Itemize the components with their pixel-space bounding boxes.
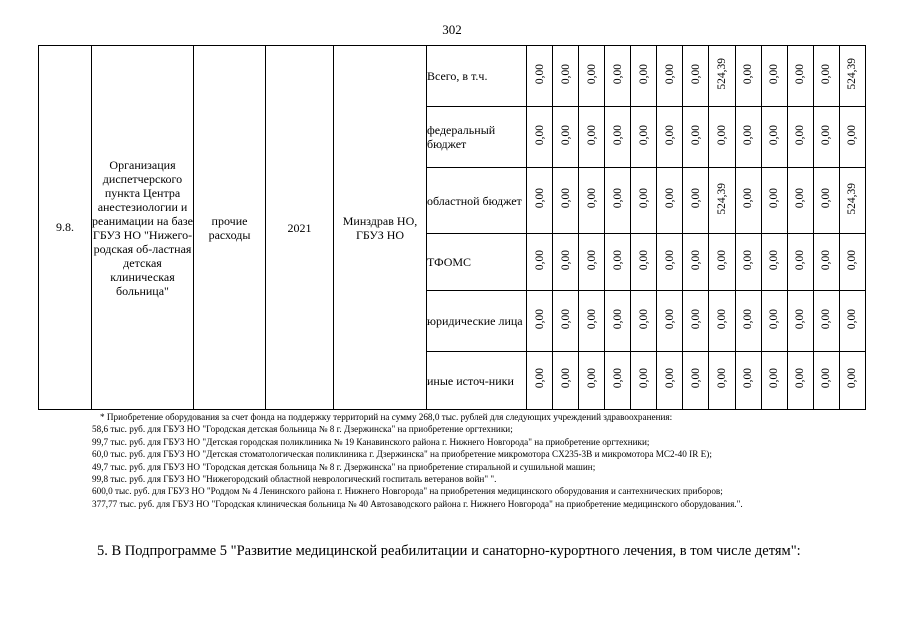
- value-cell: [813, 352, 839, 410]
- value-cell: [657, 107, 683, 168]
- value-cell: [527, 234, 553, 291]
- value-cell: [553, 168, 579, 234]
- value-text: 0,00: [742, 368, 755, 389]
- value-text: 0,00: [637, 368, 650, 389]
- value-cell: [813, 168, 839, 234]
- value-cell: [709, 234, 735, 291]
- value-cell: [683, 107, 709, 168]
- footnote-line: 60,0 тыс. руб. для ГБУЗ НО "Детская стоматологическая поликлиника г. Дзержинска" на приобретение микромотора CX235-3В и микромотора MC2-40 IR E);: [92, 449, 712, 460]
- value-text: 0,00: [794, 188, 807, 209]
- value-text: 0,00: [585, 63, 598, 85]
- value-text: 0,00: [637, 188, 650, 209]
- value-text: 0,00: [742, 249, 755, 271]
- value-cell: [735, 107, 761, 168]
- value-text: 0,00: [585, 188, 598, 209]
- funding-source: иные источ-ники: [427, 352, 527, 410]
- value-text: 0,00: [820, 249, 833, 271]
- value-cell: [631, 291, 657, 352]
- value-text: 0,00: [611, 188, 624, 209]
- footnote-line: 377,77 тыс. руб. для ГБУЗ НО "Городская клиническая больница № 40 Автозаводского района г. Нижнего Новгорода" на приобретение медицинского оборудования.".: [92, 498, 743, 509]
- value-cell: [631, 352, 657, 410]
- value-cell: [579, 107, 605, 168]
- value-text: 0,00: [715, 308, 728, 330]
- value-cell: [735, 352, 761, 410]
- value-text: 0,00: [768, 249, 781, 271]
- value-cell: [605, 352, 631, 410]
- funding-source: областной бюджет: [427, 168, 527, 234]
- value-cell: [787, 46, 813, 107]
- value-cell: [553, 107, 579, 168]
- value-cell: [527, 107, 553, 168]
- value-cell: [761, 352, 787, 410]
- value-text: 0,00: [689, 308, 702, 330]
- value-cell: [761, 46, 787, 107]
- value-cell: [839, 352, 865, 410]
- value-text: 0,00: [794, 249, 807, 271]
- responsible-organization: Минздрав НО, ГБУЗ НО: [334, 46, 427, 410]
- value-cell: [787, 168, 813, 234]
- value-text: 524,39: [846, 182, 859, 215]
- value-text: 0,00: [768, 63, 781, 85]
- value-text: 0,00: [820, 308, 833, 330]
- value-cell: [813, 107, 839, 168]
- value-text: 0,00: [794, 308, 807, 330]
- funding-source: юридические лица: [427, 291, 527, 352]
- footnote-line: * Приобретение оборудования за счет фонда на поддержку территорий на сумму 268,0 тыс. рублей для следующих учреждений здравоохранения:: [100, 412, 673, 422]
- value-text: 0,00: [689, 63, 702, 85]
- value-cell: [527, 46, 553, 107]
- value-text: 0,00: [846, 368, 859, 389]
- footnote-line: 600,0 тыс. руб. для ГБУЗ НО "Роддом № 4 Ленинского района г. Нижнего Новгорода" на приобретения медицинского оборудования и сантехнических приборов;: [92, 486, 723, 497]
- table-row: [39, 46, 866, 107]
- value-text: 0,00: [689, 188, 702, 209]
- section-heading: 5. В Подпрограмме 5 "Развитие медицинской реабилитации и санаторно-курортного лечения, в том числе детям":: [97, 543, 801, 559]
- value-text: 524,39: [846, 58, 859, 90]
- value-text: 0,00: [820, 63, 833, 85]
- value-text: 0,00: [559, 308, 572, 330]
- value-cell: [761, 291, 787, 352]
- value-cell: [735, 234, 761, 291]
- value-text: 0,00: [611, 249, 624, 271]
- value-text: 0,00: [533, 188, 546, 209]
- value-cell: [657, 46, 683, 107]
- value-cell: [579, 46, 605, 107]
- value-text: 0,00: [846, 124, 859, 146]
- value-cell: [683, 352, 709, 410]
- value-cell: [761, 107, 787, 168]
- value-text: 0,00: [637, 308, 650, 330]
- value-cell: [631, 168, 657, 234]
- value-cell: [683, 168, 709, 234]
- value-text: 0,00: [689, 124, 702, 146]
- value-text: 0,00: [559, 63, 572, 85]
- value-cell: [787, 352, 813, 410]
- value-text: 0,00: [689, 368, 702, 389]
- value-cell: [605, 234, 631, 291]
- value-text: 524,39: [715, 58, 728, 90]
- value-cell: [657, 291, 683, 352]
- value-text: 0,00: [689, 249, 702, 271]
- value-text: 0,00: [794, 63, 807, 85]
- value-text: 524,39: [715, 182, 728, 215]
- table-body: [39, 46, 866, 410]
- value-cell: [735, 46, 761, 107]
- value-text: 0,00: [585, 124, 598, 146]
- footnotes: [40, 411, 866, 510]
- value-text: 0,00: [820, 188, 833, 209]
- value-text: 0,00: [663, 188, 676, 209]
- value-text: 0,00: [611, 63, 624, 85]
- value-text: 0,00: [585, 249, 598, 271]
- value-cell: [657, 168, 683, 234]
- value-cell: [839, 291, 865, 352]
- footnote-line: 99,8 тыс. руб. для ГБУЗ НО "Нижегородский областной неврологический госпиталь ветеранов войн" ".: [92, 474, 497, 485]
- value-text: 0,00: [742, 124, 755, 146]
- value-text: 0,00: [559, 249, 572, 271]
- value-text: 0,00: [533, 308, 546, 330]
- funding-source: Всего, в т.ч.: [427, 46, 527, 107]
- value-cell: [527, 291, 553, 352]
- value-cell: [683, 46, 709, 107]
- value-cell: [683, 291, 709, 352]
- value-cell: [657, 352, 683, 410]
- row-year: 2021: [266, 46, 334, 410]
- value-text: 0,00: [715, 124, 728, 146]
- value-text: 0,00: [794, 368, 807, 389]
- value-text: 0,00: [585, 308, 598, 330]
- value-cell: [787, 107, 813, 168]
- value-cell: [761, 168, 787, 234]
- value-text: 0,00: [585, 368, 598, 389]
- value-text: 0,00: [820, 368, 833, 389]
- value-text: 0,00: [742, 308, 755, 330]
- value-cell: [553, 352, 579, 410]
- value-cell: [605, 168, 631, 234]
- value-text: 0,00: [637, 124, 650, 146]
- footnote-line: 49,7 тыс. руб. для ГБУЗ НО "Городская детская больница № 8 г. Дзержинска" на приобретение стиральной и сушильной машин;: [92, 461, 596, 472]
- value-text: 0,00: [533, 249, 546, 271]
- row-description: Организация диспетчерского пункта Центра анестезиологии и реанимации на базе ГБУЗ НО "Нижего-родская об-ластная детская клиническая больница": [92, 46, 194, 410]
- value-text: 0,00: [820, 124, 833, 146]
- funding-source: федеральный бюджет: [427, 107, 527, 168]
- value-text: 0,00: [663, 63, 676, 85]
- value-text: 0,00: [637, 249, 650, 271]
- value-cell: [683, 234, 709, 291]
- value-cell: [709, 46, 735, 107]
- value-text: 0,00: [611, 368, 624, 389]
- value-text: 0,00: [663, 308, 676, 330]
- value-text: 0,00: [715, 249, 728, 271]
- value-cell: [579, 352, 605, 410]
- value-cell: [631, 46, 657, 107]
- value-text: 0,00: [768, 188, 781, 209]
- value-text: 0,00: [846, 308, 859, 330]
- value-cell: [813, 291, 839, 352]
- value-text: 0,00: [846, 249, 859, 271]
- value-cell: [735, 168, 761, 234]
- value-text: 0,00: [663, 124, 676, 146]
- value-text: 0,00: [768, 124, 781, 146]
- expense-type: прочие расходы: [194, 46, 266, 410]
- value-cell: [839, 234, 865, 291]
- value-cell: [813, 46, 839, 107]
- value-text: 0,00: [742, 188, 755, 209]
- value-cell: [605, 46, 631, 107]
- value-text: 0,00: [663, 249, 676, 271]
- value-cell: [787, 291, 813, 352]
- value-cell: [579, 168, 605, 234]
- value-cell: [605, 291, 631, 352]
- value-cell: [839, 46, 865, 107]
- value-cell: [839, 168, 865, 234]
- value-cell: [631, 234, 657, 291]
- page-number: 302: [442, 22, 462, 37]
- footnote-line: 99,7 тыс. руб. для ГБУЗ НО "Детская городская поликлиника № 19 Канавинского района г. Нижнего Новгорода" на приобретение оргтехники;: [92, 436, 650, 447]
- value-cell: [553, 291, 579, 352]
- value-cell: [579, 291, 605, 352]
- value-cell: [527, 168, 553, 234]
- value-text: 0,00: [663, 368, 676, 389]
- value-text: 0,00: [768, 368, 781, 389]
- value-cell: [839, 107, 865, 168]
- value-cell: [709, 291, 735, 352]
- value-text: 0,00: [559, 368, 572, 389]
- funding-table: [38, 45, 866, 410]
- value-text: 0,00: [715, 368, 728, 389]
- value-cell: [709, 352, 735, 410]
- value-cell: [553, 46, 579, 107]
- footnote-line: 58,6 тыс. руб. для ГБУЗ НО "Городская детская больница № 8 г. Дзержинска" на приобретение оргтехники;: [92, 424, 513, 435]
- funding-source: ТФОМС: [427, 234, 527, 291]
- value-text: 0,00: [559, 188, 572, 209]
- value-cell: [709, 107, 735, 168]
- value-text: 0,00: [794, 124, 807, 146]
- value-text: 0,00: [559, 124, 572, 146]
- value-text: 0,00: [533, 368, 546, 389]
- value-text: 0,00: [742, 63, 755, 85]
- value-cell: [631, 107, 657, 168]
- value-cell: [605, 107, 631, 168]
- value-cell: [813, 234, 839, 291]
- value-text: 0,00: [611, 124, 624, 146]
- value-cell: [735, 291, 761, 352]
- value-text: 0,00: [533, 124, 546, 146]
- value-text: 0,00: [533, 63, 546, 85]
- value-text: 0,00: [637, 63, 650, 85]
- value-cell: [579, 234, 605, 291]
- row-number: 9.8.: [39, 46, 92, 410]
- value-cell: [761, 234, 787, 291]
- value-text: 0,00: [768, 308, 781, 330]
- value-cell: [709, 168, 735, 234]
- value-cell: [657, 234, 683, 291]
- value-cell: [787, 234, 813, 291]
- value-cell: [527, 352, 553, 410]
- value-cell: [553, 234, 579, 291]
- value-text: 0,00: [611, 308, 624, 330]
